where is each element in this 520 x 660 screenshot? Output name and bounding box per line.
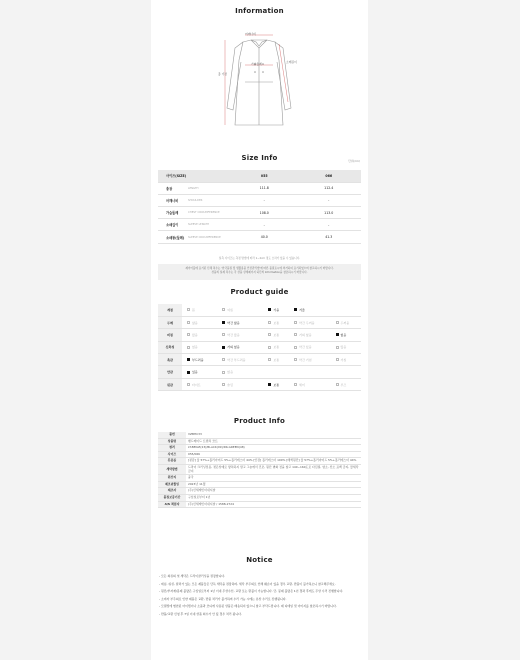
info-row-value: 핸드메이드 트렌치 코트 (186, 438, 361, 445)
size-row-label: 가슴둘레 (158, 207, 186, 219)
guide-option (182, 354, 217, 366)
guide-option-label: 여름 (227, 307, 233, 312)
guide-option (217, 354, 263, 366)
info-row-value: 중국 (186, 475, 361, 482)
info-row-value: LT-BEIGE(23)/BLACK(99)/DK-GREEN(48) (186, 445, 361, 452)
notice-item: - 반품/교환 신청 후 7일 이내 상품 회수가 안 될 경우 처리 됩니다. (159, 611, 242, 616)
guide-option-label: 보통 (273, 345, 280, 350)
guide-option-label: 약간 두꺼움 (299, 320, 315, 325)
table-row (158, 451, 361, 458)
unchecked-box-icon (222, 333, 225, 336)
guide-option (217, 341, 263, 353)
measure-note: 실측 사이즈는 측정 방법에 따라 1~2cm 정도 오차가 있을 수 있습니다. (218, 257, 301, 260)
info-row-value: [겉감] 울 57%+폴리아미드 5%+폴리에스터 44% [안감] 폴리에스터 100% [배색원단] 울 57%+폴리아미드 5%+폴리에스터 44% (186, 458, 361, 465)
size-value: - (297, 194, 362, 206)
unchecked-box-icon (336, 346, 339, 349)
guide-option-label: 보통 (273, 357, 280, 362)
shoulder-width-label: 어깨너비 (245, 32, 256, 36)
info-row-label: 컬러 (158, 445, 186, 452)
guide-option-label: 거침 (340, 357, 347, 362)
coat-measurement-illustration (161, 20, 358, 135)
size-value: - (232, 219, 297, 231)
info-row-label: 품번 (158, 432, 186, 438)
size-row-label: 총장 (158, 182, 186, 194)
checked-box-icon (268, 308, 271, 311)
guide-option (217, 304, 263, 316)
info-row-label: 제조자 (158, 488, 186, 495)
info-row-value: VZBHC33 (186, 432, 361, 438)
guide-row-label: 촉감 (158, 354, 182, 366)
table-row (158, 445, 361, 452)
table-row (158, 341, 361, 353)
size-row-label: 소매통(둘레) (158, 231, 186, 243)
size-table (158, 170, 361, 244)
guide-option (182, 378, 217, 390)
guide-option-label: 없음 (340, 332, 347, 337)
guide-option-label: 타이트 (192, 382, 201, 387)
guide-option-label: 없음 (192, 345, 198, 350)
info-row-label: 세탁방법 (158, 464, 186, 474)
size-header-055: 055 (232, 170, 297, 182)
notice-list (159, 574, 361, 620)
size-row-en: CHEST CIRCUMFERENCE (186, 207, 232, 219)
table-row (158, 304, 361, 316)
guide-option (217, 366, 263, 378)
guide-option-label: 겨울 (299, 307, 305, 312)
table-row (158, 481, 361, 488)
info-row-value: 055/066 (186, 451, 361, 458)
product-info-table (158, 432, 361, 508)
info-row-label: 사이즈 (158, 451, 186, 458)
guide-option-label: 슬림 (227, 382, 233, 387)
table-row (158, 494, 361, 501)
guide-option (331, 316, 362, 328)
guide-option-label: 없음 (227, 370, 233, 375)
guide-row-label: 안감 (158, 366, 182, 378)
guide-option (217, 378, 263, 390)
checked-box-icon (222, 346, 225, 349)
size-row-en: SLEEVE LENGTH (186, 219, 232, 231)
guide-row-label: 핏감 (158, 378, 182, 390)
guide-option (263, 341, 289, 353)
unchecked-box-icon (268, 321, 271, 324)
guide-row-label: 계절 (158, 304, 182, 316)
unchecked-box-icon (336, 358, 339, 361)
checked-box-icon (222, 321, 225, 324)
guide-row-label: 신축성 (158, 341, 182, 353)
size-row-label: 소매길이 (158, 219, 186, 231)
unchecked-box-icon (187, 308, 190, 311)
info-row-value: 구입일로부터 1년 (186, 494, 361, 501)
unchecked-box-icon (294, 346, 297, 349)
guide-option-label: 많음 (192, 332, 198, 337)
guide-option (331, 378, 362, 390)
size-value: - (297, 219, 362, 231)
size-value: 113.0 (297, 207, 362, 219)
size-value: 112.4 (297, 182, 362, 194)
table-row (158, 378, 361, 390)
size-row-en: LENGTH (186, 182, 232, 194)
info-row-label: 제조년월일 (158, 481, 186, 488)
size-value: 40.0 (232, 231, 297, 243)
unchecked-box-icon (294, 321, 297, 324)
guide-option-label: 봄 (192, 307, 195, 312)
guide-empty-cell (331, 366, 362, 378)
guide-option (217, 316, 263, 328)
unchecked-box-icon (187, 333, 190, 336)
info-row-value: (주)신세계인터내셔날 / 1588-2724 (186, 501, 361, 508)
size-notice-line: 상품의 실제 치수는 각 상품 상세페이지 하단의 Information을 참조하시기 바랍니다. (211, 271, 308, 274)
size-info-title: Size Info (241, 154, 278, 162)
size-value: 111.8 (232, 182, 297, 194)
guide-option-label: 보통 (273, 382, 280, 387)
size-unit: 단위(cm) (348, 159, 360, 163)
info-row-value: 드라이 크리닝전용, 젖은상태로 방치하지 말고 그늘에서 건조, 원단 변화 전을 참고 140~160도로 다림질, 염소, 산소 표백 금지, 물세탁 금지 (186, 464, 361, 474)
notice-item: - 모든 의류의 첫 세탁은 드라이클리닝을 권장합니다. (159, 574, 226, 578)
table-row (158, 182, 361, 194)
unchecked-box-icon (336, 383, 339, 386)
guide-option (289, 316, 330, 328)
guide-option-label: 약간 거침 (299, 357, 312, 362)
guide-option-label: 거의 없음 (299, 332, 312, 337)
table-row (158, 194, 361, 206)
guide-option-label: 보통 (273, 332, 280, 337)
guide-option (331, 341, 362, 353)
unchecked-box-icon (187, 383, 190, 386)
guide-option (289, 304, 330, 316)
chest-label: 가슴둘레 (251, 62, 262, 66)
size-value: 41.3 (297, 231, 362, 243)
guide-option (182, 316, 217, 328)
info-row-label: 품질보증기간 (158, 494, 186, 501)
unchecked-box-icon (268, 358, 271, 361)
guide-empty-cell (331, 304, 362, 316)
checked-box-icon (187, 371, 190, 374)
guide-option (263, 378, 289, 390)
table-row (158, 207, 361, 219)
size-notice-box (158, 264, 361, 280)
unchecked-box-icon (294, 383, 297, 386)
unchecked-box-icon (222, 371, 225, 374)
size-header-066: 066 (297, 170, 362, 182)
info-row-value: 2023년 11월 (186, 481, 361, 488)
size-value: - (232, 194, 297, 206)
size-row-en: SHOULDER (186, 194, 232, 206)
guide-option (217, 329, 263, 341)
unchecked-box-icon (222, 308, 225, 311)
guide-empty-cell (263, 366, 289, 378)
guide-option (263, 329, 289, 341)
info-row-label: 원산지 (158, 475, 186, 482)
info-row-label: A/S 책임자 (158, 501, 186, 508)
table-row (158, 458, 361, 465)
size-value: 108.0 (232, 207, 297, 219)
info-row-label: 혼용률 (158, 458, 186, 465)
sleeve-length-label: 소매길이 (286, 60, 297, 64)
size-row-label: 어깨너비 (158, 194, 186, 206)
guide-option-label: 가을 (273, 307, 280, 312)
guide-option-label: 많음 (340, 345, 347, 350)
table-row (158, 464, 361, 474)
guide-option (182, 341, 217, 353)
guide-empty-cell (289, 366, 330, 378)
guide-option-label: 약간 부드러움 (227, 357, 246, 362)
guide-row-label: 비침 (158, 329, 182, 341)
guide-option (182, 366, 217, 378)
table-row (158, 329, 361, 341)
guide-option-label: 있음 (192, 370, 198, 375)
guide-option (289, 341, 330, 353)
guide-row-label: 두께 (158, 316, 182, 328)
notice-item: - 모델컷에 협찬된 아이템이나 소품과 코디에 사용된 상품은 배송되지 않으니 참고 부탁드립니다. 제 디테일 컷 이미지를 참조하시기 바랍니다. (159, 604, 337, 609)
product-info-title: Product Info (233, 417, 286, 425)
guide-option-label: 보통 (273, 320, 280, 325)
guide-option (289, 354, 330, 366)
guide-option-label: 약간 많음 (227, 332, 240, 337)
notice-item: - 원단/부자재/봉제 불량은 구입일로부터 1년 이내 무상수선, 교환 또는 환불이 가능합니다. 단, 봉제 불량은 1년 경과 후에도 무상 수리 진행합니다. (159, 589, 344, 594)
size-row-en: SLEEVE CIRCUMFERENCE (186, 231, 232, 243)
total-length-label: 총 기장 (218, 72, 227, 76)
guide-option-label: 두꺼움 (340, 320, 350, 325)
checked-box-icon (268, 383, 271, 386)
unchecked-box-icon (222, 358, 225, 361)
table-row (158, 475, 361, 482)
guide-option (182, 304, 217, 316)
checked-box-icon (294, 308, 297, 311)
unchecked-box-icon (294, 358, 297, 361)
guide-option-label: 루즈 (340, 382, 347, 387)
checked-box-icon (336, 333, 339, 336)
product-detail-page (151, 0, 368, 660)
guide-option (263, 316, 289, 328)
guide-option-label: 약간 얇음 (227, 320, 240, 325)
product-guide-title: Product guide (230, 288, 289, 296)
unchecked-box-icon (268, 346, 271, 349)
unchecked-box-icon (187, 321, 190, 324)
guide-option-label: 부드러움 (192, 357, 204, 362)
info-row-label: 상품명 (158, 438, 186, 445)
notice-title: Notice (246, 556, 273, 564)
size-header-label: 사이즈(SIZE) (158, 170, 232, 182)
table-row (158, 488, 361, 495)
guide-option-label: 얇음 (192, 320, 198, 325)
product-guide-table (158, 304, 361, 391)
table-row (158, 501, 361, 508)
checked-box-icon (187, 358, 190, 361)
unchecked-box-icon (294, 333, 297, 336)
table-row (158, 231, 361, 243)
guide-option (331, 354, 362, 366)
guide-option (331, 329, 362, 341)
table-row (158, 438, 361, 445)
unchecked-box-icon (222, 383, 225, 386)
unchecked-box-icon (187, 346, 190, 349)
info-row-value: (주)신세계인터내셔날 (186, 488, 361, 495)
notice-item: - 데님, 워싱, 컬러가 있는 모든 제품들은 단독 세탁을 권장하며, 세탁 부주의로 인해 훼손이 있을 경우 교환, 반품이 불가하오니 참고해주세요. (159, 581, 336, 586)
notice-item: - 소비자 부주의로 인한 제품은 교환, 반품 처리가 불가하며 수리 가능 시에는 유상 수리로 진행됩니다. (159, 596, 287, 601)
table-row (158, 354, 361, 366)
information-title: Information (235, 7, 284, 15)
guide-option-label: 약간 있음 (299, 345, 312, 350)
table-row (158, 219, 361, 231)
guide-option (263, 304, 289, 316)
guide-option-label: 거의 없음 (227, 345, 240, 350)
guide-option (182, 329, 217, 341)
guide-option-label: 세미 (299, 382, 305, 387)
table-row (158, 316, 361, 328)
unchecked-box-icon (336, 321, 339, 324)
size-notice-line: 제이어블에 표기된 신체 치수는 '한국품질 및 생활용품 안전관리법'에 따른 품질표시에 의거하여 표기되었으며 참고하시기 바랍니다. (185, 267, 334, 270)
size-table-header (158, 170, 361, 182)
guide-option (289, 378, 330, 390)
guide-option (263, 354, 289, 366)
unchecked-box-icon (268, 333, 271, 336)
guide-option (289, 329, 330, 341)
table-row (158, 366, 361, 378)
